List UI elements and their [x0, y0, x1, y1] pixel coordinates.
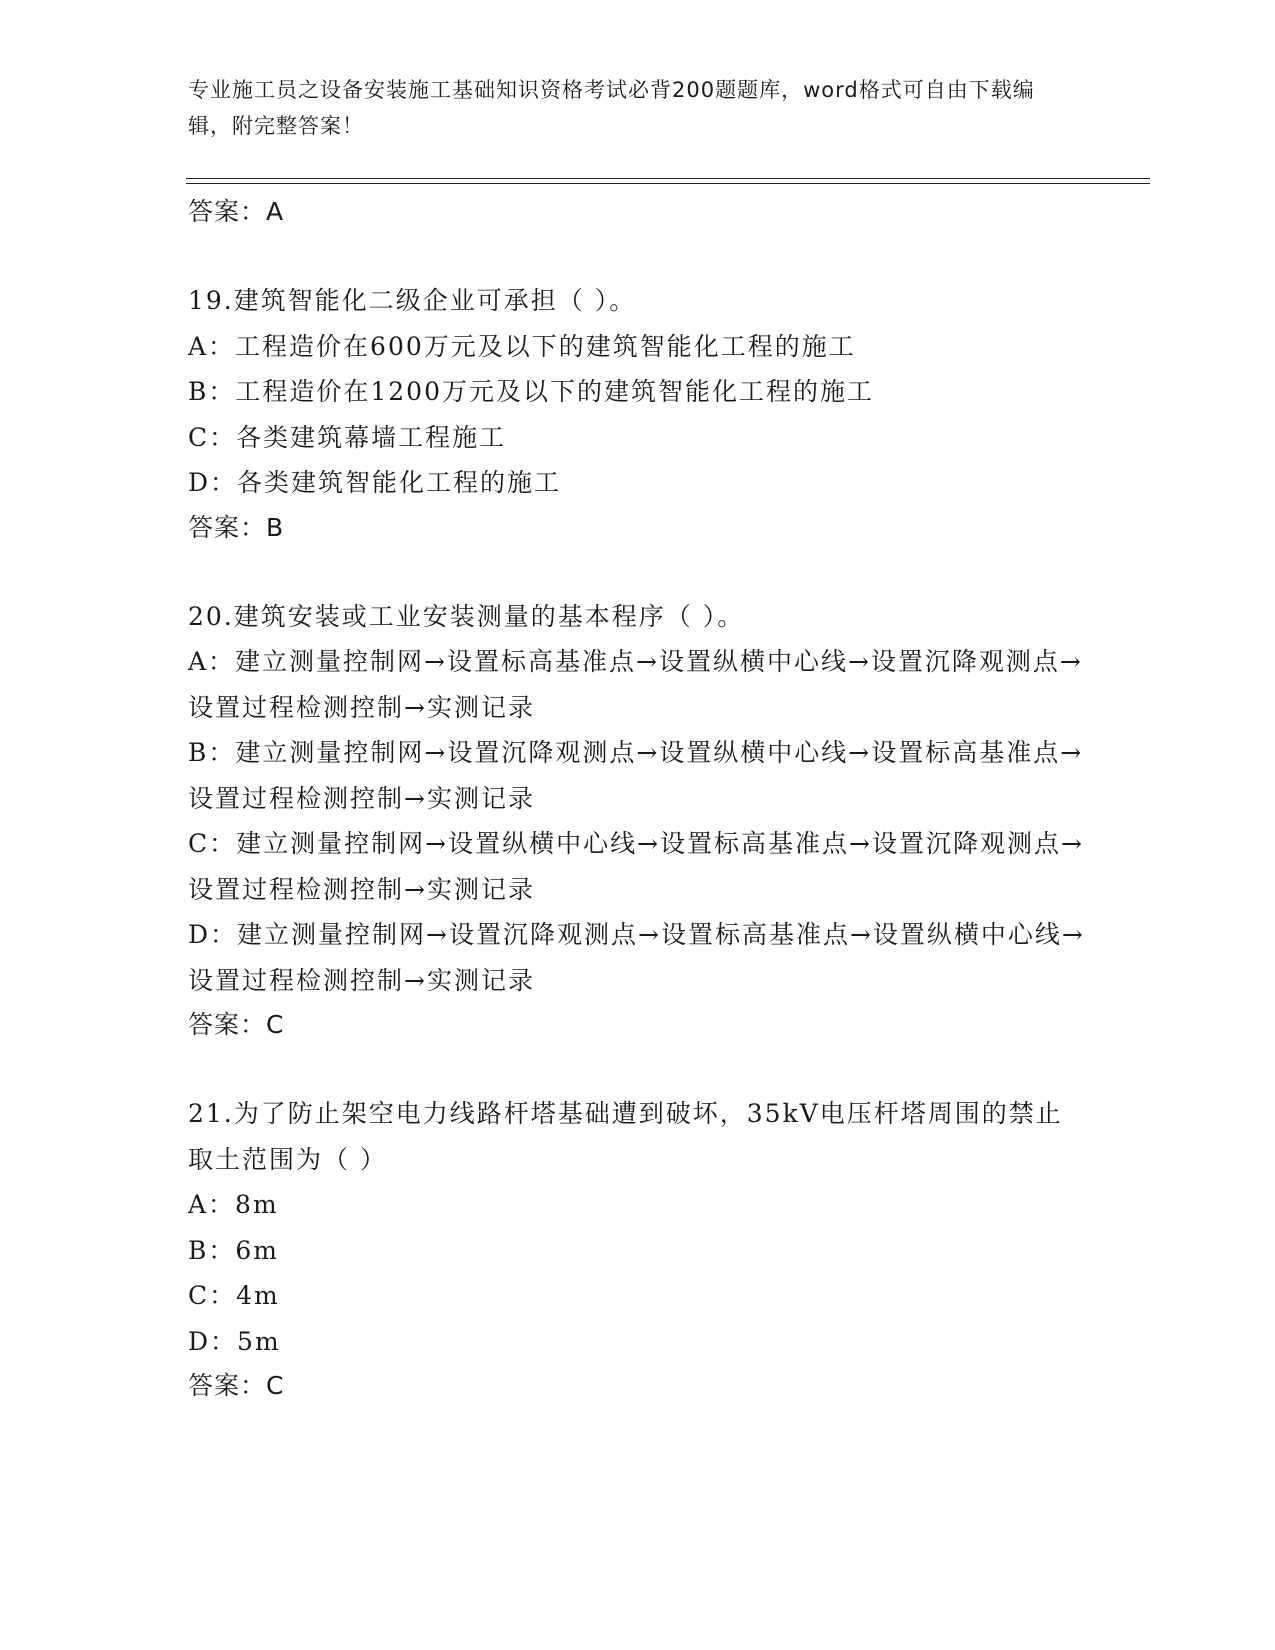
question-19-option-b: B：工程造价在1200万元及以下的建筑智能化工程的施工 [188, 377, 874, 406]
question-21-option-d: D：5m [188, 1326, 281, 1356]
question-20-option-a: A：建立测量控制网→设置标高基准点→设置纵横中心线→设置沉降观测点→设置过程检测控制→实测记录 [188, 647, 1083, 722]
question-21 [188, 1091, 1088, 1408]
question-19-option-d: D：各类建筑智能化工程的施工 [188, 468, 562, 497]
question-20-option-c: C：建立测量控制网→设置纵横中心线→设置标高基准点→设置沉降观测点→设置过程检测控制→实测记录 [188, 829, 1084, 904]
question-20-answer: 答案：C [188, 1010, 285, 1039]
question-21-option-b: B：6m [188, 1235, 279, 1265]
question-19-option-a: A：工程造价在600万元及以下的建筑智能化工程的施工 [188, 331, 856, 361]
question-19 [188, 278, 1088, 550]
question-19-stem: 19.建筑智能化二级企业可承担（ ）。 [188, 286, 637, 315]
question-20-option-b: B：建立测量控制网→设置沉降观测点→设置纵横中心线→设置标高基准点→设置过程检测控制→实测记录 [188, 738, 1084, 813]
question-21-option-a: A：8m [188, 1190, 279, 1219]
question-21-stem: 21.为了防止架空电力线路杆塔基础遭到破坏，35kV电压杆塔周围的禁止取土范围为（ ） [188, 1099, 1063, 1174]
question-20-option-d: D：建立测量控制网→设置沉降观测点→设置标高基准点→设置纵横中心线→设置过程检测控制→实测记录 [188, 920, 1085, 995]
question-20 [188, 594, 1088, 1048]
question-list [188, 190, 1088, 1408]
spacer [188, 550, 1088, 594]
header-divider-top [186, 178, 1150, 179]
question-19-answer: 答案：B [188, 512, 285, 542]
document-header: 专业施工员之设备安装施工基础知识资格考试必背200题题库，word格式可自由下载编辑，附完整答案！ [188, 78, 1035, 138]
spacer [188, 234, 1088, 278]
question-21-answer: 答案：C [188, 1371, 285, 1400]
question-19-option-c: C：各类建筑幕墙工程施工 [188, 422, 507, 452]
spacer [188, 1047, 1088, 1091]
header-divider-bottom [186, 183, 1150, 184]
question-21-option-c: C：4m [188, 1281, 280, 1310]
question-20-stem: 20.建筑安装或工业安装测量的基本程序（ ）。 [188, 601, 745, 631]
answer-18: 答案：A [188, 197, 285, 226]
